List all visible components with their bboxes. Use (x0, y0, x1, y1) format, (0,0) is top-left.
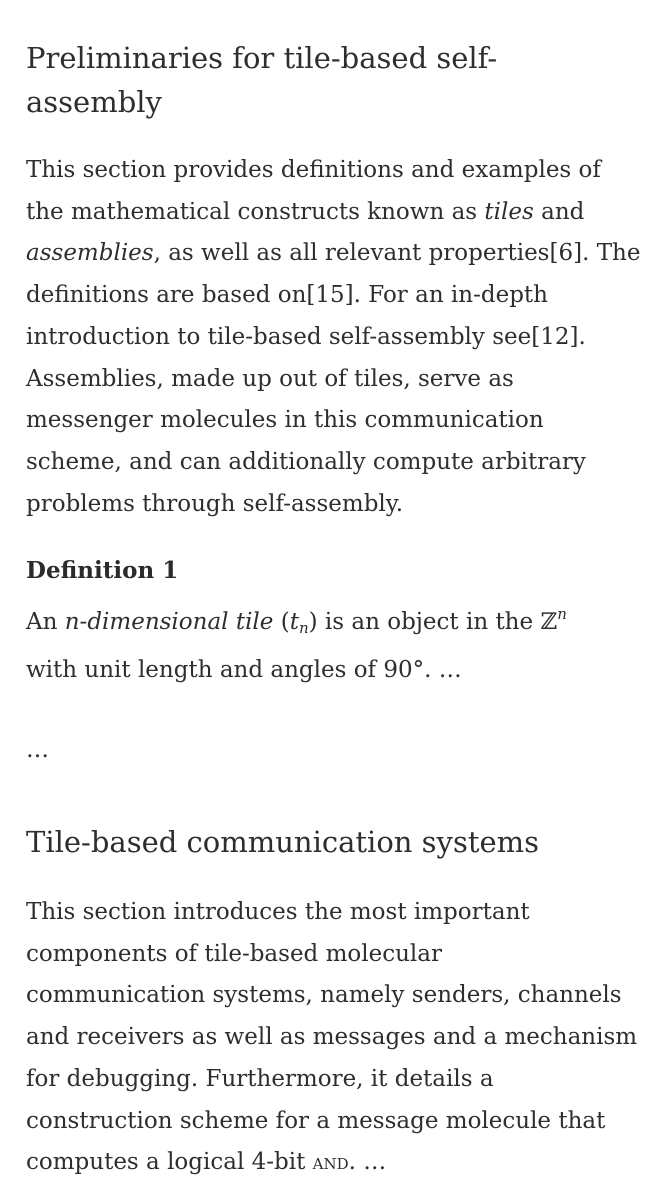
text-line: assemblies, as well as all relevant properties[6]. The (26, 240, 641, 267)
text-line: the mathematical constructs known as tiles and (26, 198, 585, 225)
section-heading-preliminaries (26, 36, 586, 124)
math-subscript-n: n (298, 619, 309, 637)
text-line: definitions are based on[15]. For an in-depth (26, 282, 548, 309)
text-line: messenger molecules in this communication (26, 407, 544, 434)
heading-line: Preliminaries for tile-based self- (26, 41, 498, 75)
section-heading-communication-systems: Tile-based communication systems (26, 825, 540, 859)
citation-link-15[interactable]: [15] (306, 282, 354, 309)
term-n-dimensional-tile: n-dimensional tile (64, 609, 274, 635)
omitted-content-ellipsis: … (26, 737, 49, 763)
term-tiles: tiles (484, 198, 534, 225)
citation-link-6[interactable]: [6] (549, 240, 583, 267)
text-line: Assemblies, made up out of tiles, serve as (26, 365, 514, 392)
text-line: components of tile-based molecular (26, 940, 442, 967)
text-line: communication systems, namely senders, channels (26, 982, 622, 1009)
text-line: problems through self-assembly. (26, 490, 404, 517)
text-line: An n-dimensional tile (tn) is an object in the ℤ$^n$ (26, 605, 567, 637)
text-line: computes a logical 4-bit and. … (26, 1149, 387, 1176)
section-paragraph-communication-systems (26, 892, 638, 1184)
text-line: scheme, and can additionally compute arbitrary (26, 448, 586, 475)
text-line: This section introduces the most important (26, 899, 530, 925)
math-t: t (289, 609, 299, 635)
definition-body (26, 593, 634, 691)
heading-line: assembly (26, 85, 162, 119)
section-paragraph-preliminaries (26, 150, 641, 525)
text-line: for debugging. Furthermore, it details a (26, 1065, 494, 1092)
term-assemblies: assemblies (26, 240, 154, 267)
definition-title: Definition 1 (26, 557, 179, 584)
text-line: introduction to tile-based self-assembly see[12]. (26, 323, 586, 350)
math-superscript-n: n (557, 605, 567, 623)
text-line: This section provides definitions and examples of (26, 157, 601, 183)
citation-link-12[interactable]: [12] (531, 323, 579, 350)
text-line: and receivers as well as messages and a mechanism (26, 1024, 638, 1051)
text-line: construction scheme for a message molecule that (26, 1107, 606, 1134)
logical-and-term: and (312, 1150, 349, 1176)
math-integers-symbol: ℤ (540, 609, 558, 635)
text-line: with unit length and angles of 90°. … (26, 657, 462, 683)
